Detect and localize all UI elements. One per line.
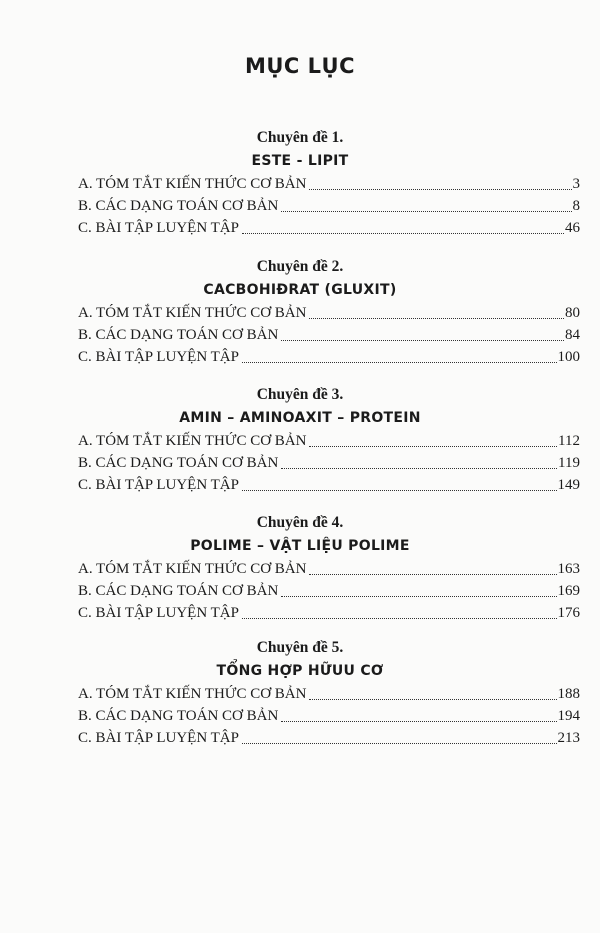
- section-name: CACBOHIĐRAT (GLUXIT): [203, 282, 397, 298]
- entry-label: B. CÁC DẠNG TOÁN CƠ BẢN: [78, 455, 279, 471]
- dot-leader: [242, 742, 557, 744]
- section-number: Chuyên đề 5.: [256, 639, 344, 656]
- toc-entry[interactable]: [78, 173, 580, 195]
- toc-section-4: [0, 512, 600, 624]
- toc-entry[interactable]: [78, 430, 580, 452]
- toc-section-1: [0, 127, 600, 239]
- entry-page: 119: [558, 455, 580, 471]
- entry-page: 100: [557, 349, 580, 365]
- entry-page: 80: [565, 305, 580, 321]
- dot-leader: [309, 317, 564, 319]
- toc-entry[interactable]: [78, 474, 580, 496]
- toc-entry[interactable]: [78, 302, 580, 324]
- dot-leader: [309, 445, 557, 447]
- section-number: Chuyên đề 2.: [256, 258, 344, 275]
- entry-label: A. TÓM TẮT KIẾN THỨC CƠ BẢN: [78, 176, 307, 192]
- section-name: AMIN – AMINOAXIT – PROTEIN: [179, 410, 421, 426]
- toc-entry[interactable]: [78, 558, 580, 580]
- section-number: Chuyên đề 3.: [256, 386, 344, 403]
- entry-page: 3: [572, 176, 580, 192]
- section-name: POLIME – VẬT LIỆU POLIME: [190, 538, 410, 554]
- dot-leader: [309, 188, 571, 190]
- entry-label: B. CÁC DẠNG TOÁN CƠ BẢN: [78, 198, 279, 214]
- section-number: Chuyên đề 1.: [256, 129, 344, 146]
- section-name: ESTE - LIPIT: [251, 153, 349, 169]
- toc-entry[interactable]: [78, 346, 580, 368]
- entry-label: A. TÓM TẮT KIẾN THỨC CƠ BẢN: [78, 433, 307, 449]
- entry-label: A. TÓM TẮT KIẾN THỨC CƠ BẢN: [78, 686, 307, 702]
- entry-page: 169: [557, 583, 580, 599]
- toc-entry[interactable]: [78, 602, 580, 624]
- entry-page: 84: [565, 327, 580, 343]
- entry-label: C. BÀI TẬP LUYỆN TẬP: [78, 349, 239, 365]
- entry-page: 194: [557, 708, 580, 724]
- entry-label: B. CÁC DẠNG TOÁN CƠ BẢN: [78, 708, 279, 724]
- entry-label: C. BÀI TẬP LUYỆN TẬP: [78, 220, 239, 236]
- entry-page: 188: [557, 686, 580, 702]
- toc-section-3: [0, 384, 600, 496]
- entry-label: C. BÀI TẬP LUYỆN TẬP: [78, 477, 239, 493]
- dot-leader: [281, 595, 556, 597]
- dot-leader: [242, 232, 564, 234]
- toc-entry[interactable]: [78, 217, 580, 239]
- section-name: TỔNG HỢP HỮUU CƠ: [216, 663, 384, 679]
- entry-page: 8: [572, 198, 580, 214]
- entry-label: C. BÀI TẬP LUYỆN TẬP: [78, 730, 239, 746]
- toc-entry[interactable]: [78, 727, 580, 749]
- entry-page: 149: [557, 477, 580, 493]
- toc-section-2: [0, 256, 600, 368]
- toc-entry[interactable]: [78, 580, 580, 602]
- toc-entry[interactable]: [78, 452, 580, 474]
- dot-leader: [309, 698, 556, 700]
- dot-leader: [242, 489, 557, 491]
- dot-leader: [281, 210, 571, 212]
- entry-page: 163: [557, 561, 580, 577]
- dot-leader: [281, 467, 557, 469]
- dot-leader: [242, 361, 557, 363]
- entry-label: A. TÓM TẮT KIẾN THỨC CƠ BẢN: [78, 305, 307, 321]
- dot-leader: [309, 573, 556, 575]
- entry-page: 46: [565, 220, 580, 236]
- toc-entry[interactable]: [78, 683, 580, 705]
- entry-page: 213: [557, 730, 580, 746]
- dot-leader: [281, 339, 564, 341]
- entry-label: B. CÁC DẠNG TOÁN CƠ BẢN: [78, 327, 279, 343]
- section-number: Chuyên đề 4.: [256, 514, 344, 531]
- page-title: MỤC LỤC: [244, 54, 356, 78]
- entry-page: 112: [558, 433, 580, 449]
- toc-entry[interactable]: [78, 195, 580, 217]
- dot-leader: [242, 617, 557, 619]
- toc-entry[interactable]: [78, 705, 580, 727]
- toc-section-5: [0, 637, 600, 749]
- entry-label: C. BÀI TẬP LUYỆN TẬP: [78, 605, 239, 621]
- entry-page: 176: [557, 605, 580, 621]
- entry-label: B. CÁC DẠNG TOÁN CƠ BẢN: [78, 583, 279, 599]
- dot-leader: [281, 720, 556, 722]
- toc-entry[interactable]: [78, 324, 580, 346]
- entry-label: A. TÓM TẮT KIẾN THỨC CƠ BẢN: [78, 561, 307, 577]
